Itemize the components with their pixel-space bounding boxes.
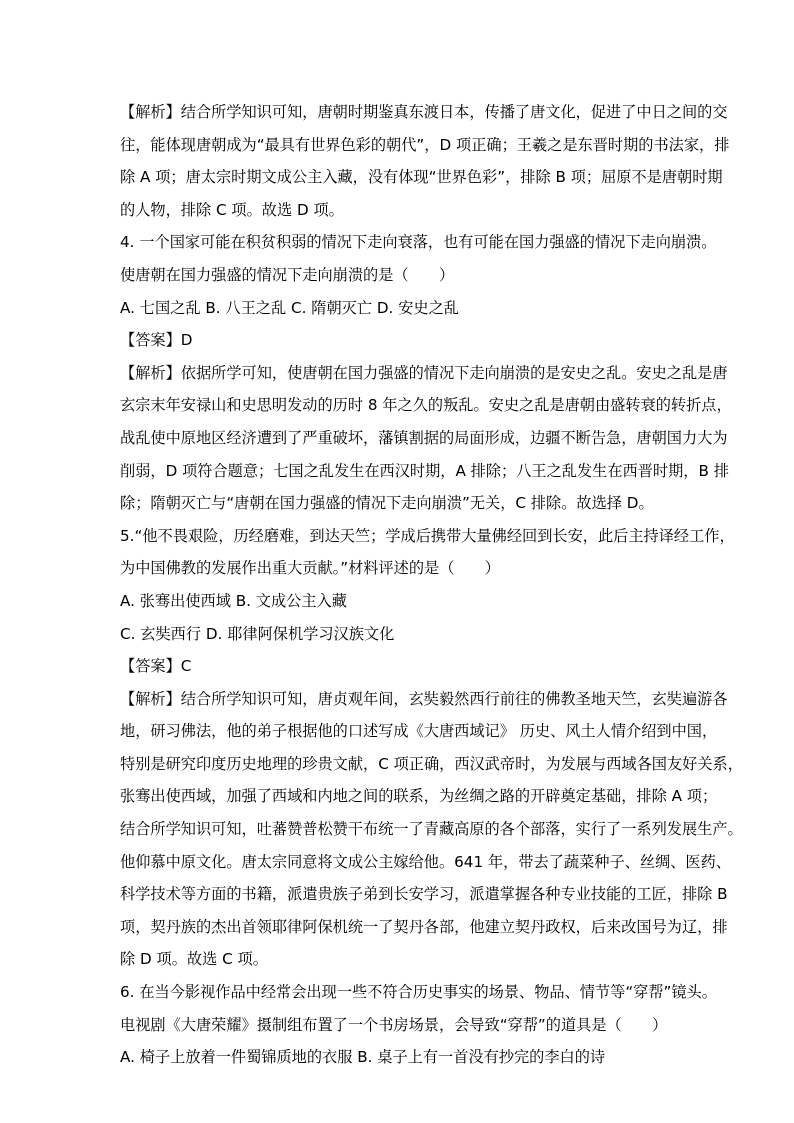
text-line: 科学技术等方面的书籍，派遣贵族子弟到长安学习，派遣掌握各种专业技能的工匠，排除 B bbox=[120, 885, 728, 904]
text-line: 【解析】结合所学知识可知，唐贞观年间，玄奘毅然西行前往的佛教圣地天竺，玄奘遍游各 bbox=[120, 689, 728, 708]
answer-options bbox=[120, 585, 680, 650]
text-line: 【答案】C bbox=[120, 657, 192, 676]
text-line: 4. 一个国家可能在积贫积弱的情况下走向衰落，也有可能在国力强盛的情况下走向崩溃。 bbox=[120, 233, 717, 252]
text-line: 为中国佛教的发展作出重大贡献。”材料评述的是（ ） bbox=[120, 559, 500, 578]
text-line: A. 椅子上放着一件蜀锦质地的衣服 B. 桌子上有一首没有抄完的李白的诗 bbox=[120, 1048, 606, 1067]
text-line: 除；隋朝灭亡与“唐朝在国力强盛的情况下走向崩溃”无关，C 排除。故选择 D。 bbox=[120, 494, 654, 513]
analysis-paragraph bbox=[120, 96, 730, 226]
answer-line bbox=[120, 650, 680, 683]
page-content bbox=[120, 96, 743, 1074]
text-line: 特别是研究印度历史地理的珍贵文献，C 项正确，西汉武帝时，为发展与西域各国友好关系， bbox=[120, 754, 743, 773]
text-line: 结合所学知识可知，吐蕃赞普松赞干布统一了青藏高原的各个部落，实行了一系列发展生产。 bbox=[120, 820, 743, 839]
text-line: 【解析】结合所学知识可知，唐朝时期鉴真东渡日本，传播了唐文化，促进了中日之间的交 bbox=[120, 103, 728, 121]
text-line: 战乱使中原地区经济遭到了严重破坏，藩镇割据的局面形成，边疆不断告急，唐朝国力大为 bbox=[120, 428, 728, 447]
text-line: 【解析】依据所学可知，使唐朝在国力强盛的情况下走向崩溃的是安史之乱。安史之乱是唐 bbox=[120, 363, 728, 382]
text-line: 使唐朝在国力强盛的情况下走向崩溃的是（ ） bbox=[120, 265, 455, 284]
question-stem bbox=[120, 226, 717, 291]
text-line: 他仰慕中原文化。唐太宗同意将文成公主嫁给他。641 年，带去了蔬菜种子、丝绸、医药、 bbox=[120, 852, 731, 871]
text-line: 削弱，D 项符合题意；七国之乱发生在西汉时期，A 排除；八王之乱发生在西晋时期，B 排 bbox=[120, 461, 729, 480]
question-stem bbox=[120, 976, 717, 1041]
text-line: 往，能体现唐朝成为“最具有世界色彩的朝代”，D 项正确；王羲之是东晋时期的书法家，排 bbox=[120, 135, 730, 154]
question-stem bbox=[120, 520, 735, 585]
text-line: C. 玄奘西行 D. 耶律阿保机学习汉族文化 bbox=[120, 624, 395, 643]
analysis-paragraph bbox=[120, 683, 743, 976]
text-line: 电视剧《大唐荣耀》摄制组布置了一个书房场景，会导致“穿帮”的道具是（ ） bbox=[120, 1015, 668, 1034]
text-line: 的人物，排除 C 项。故选 D 项。 bbox=[120, 200, 344, 219]
text-line: 6. 在当今影视作品中经常会出现一些不符合历史事实的场景、物品、情节等“穿帮”镜头。 bbox=[120, 983, 717, 1002]
text-line: 玄宗末年安禄山和史思明发动的历时 8 年之久的叛乱。安史之乱是唐朝由盛转衰的转折点， bbox=[120, 396, 732, 415]
text-line: A. 张骞出使西域 B. 文成公主入藏 bbox=[120, 591, 347, 610]
text-line: 项，契丹族的杰出首领耶律阿保机统一了契丹各部，他建立契丹政权，后来改国号为辽，排 bbox=[120, 917, 728, 936]
text-line: A. 七国之乱 B. 八王之乱 C. 隋朝灭亡 D. 安史之乱 bbox=[120, 298, 459, 317]
text-line: 除 A 项；唐太宗时期文成公主入藏，没有体现“世界色彩”，排除 B 项；屈原不是唐朝时期 bbox=[120, 168, 723, 187]
text-line: 张骞出使西域，加强了西域和内地之间的联系，为丝绸之路的开辟奠定基础，排除 A 项； bbox=[120, 787, 718, 806]
text-line: 5.“他不畏艰险，历经磨难，到达天竺；学成后携带大量佛经回到长安，此后主持译经工作， bbox=[120, 526, 735, 545]
text-line: 地，研习佛法，他的弟子根据他的口述写成《大唐西域记》 历史、风土人情介绍到中国， bbox=[120, 722, 718, 741]
answer-options bbox=[120, 1041, 680, 1074]
text-line: 【答案】D bbox=[120, 331, 193, 350]
answer-line bbox=[120, 324, 680, 357]
analysis-paragraph bbox=[120, 357, 732, 520]
answer-options bbox=[120, 292, 680, 325]
text-line: 除 D 项。故选 C 项。 bbox=[120, 950, 268, 969]
